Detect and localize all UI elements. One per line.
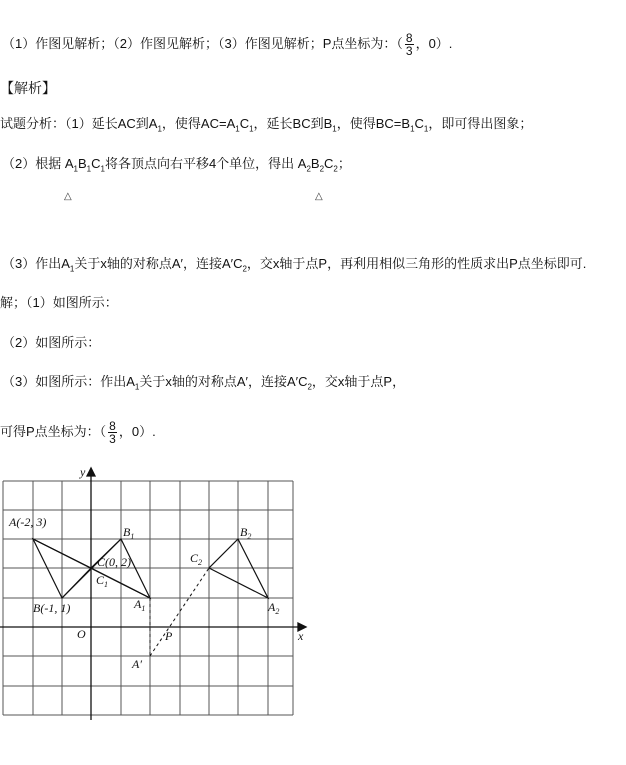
analysis-step-3-text-a: （3）作出A (2, 256, 70, 271)
solution-step-3 (2, 374, 405, 396)
analysis-step-3 (2, 256, 586, 278)
analysis-step-1-text-c: C (239, 116, 250, 131)
solution-fraction (108, 420, 117, 445)
point-c2-label: $C_2$ (190, 551, 203, 567)
analysis-step-2-text-e: B (310, 156, 320, 171)
subscript: 2 (319, 164, 325, 174)
y-axis-arrow (87, 468, 95, 476)
analysis-step-2-text-b: B (77, 156, 87, 171)
analysis-step-1-text-a: 试题分析：（1）延长AC到A (0, 116, 158, 131)
analysis-step-1-text-f: C (414, 116, 424, 131)
analysis-step-2-text-d: 将各顶点向右平移4个单位，得出 A (104, 156, 307, 171)
grid (3, 481, 293, 715)
answer-text-before: （1）作图见解析；（2）作图见解析；（3）作图见解析；P点坐标为：（ (2, 35, 403, 51)
analysis-step-2-text-c: C (91, 156, 101, 171)
point-p-label: P (165, 629, 173, 643)
analysis-step-1-text-b: ，使得AC=A (161, 116, 236, 131)
point-b-label: B(-1, 1) (33, 601, 71, 615)
analysis-step-3-text-b: 关于x轴的对称点A′，连接A′C (74, 256, 243, 271)
solution-fraction-denominator: 3 (109, 432, 116, 446)
subscript: 2 (242, 264, 247, 274)
point-b1-label: $B_1$ (123, 525, 135, 541)
solution-step-3-text-a: （3）如图所示：作出A (2, 374, 135, 389)
subscript: 1 (134, 382, 140, 392)
subscript: 1 (86, 164, 92, 174)
answer-fraction-numerator: 8 (405, 31, 413, 45)
answer-fraction-denominator: 3 (405, 44, 413, 58)
point-a1-label: $A_1$ (134, 597, 146, 613)
analysis-step-1-text-d: ，延长BC到B (253, 116, 333, 131)
subscript: 2 (306, 164, 311, 174)
origin-label: O (77, 627, 86, 641)
subscript: 1 (423, 124, 429, 134)
solution-result (0, 420, 156, 445)
analysis-step-2 (2, 156, 351, 178)
coordinate-figure (0, 462, 320, 762)
point-b2-label: $B_2$ (240, 525, 252, 541)
solution-step-3-text-b: 关于x轴的对称点A′，连接A′C (139, 374, 308, 389)
subscript: 1 (100, 164, 105, 174)
answer-fraction (405, 32, 414, 57)
solution-step-2: （2）如图所示： (2, 335, 101, 350)
analysis-step-1 (0, 116, 532, 138)
analysis-step-2-text-g: ； (337, 156, 351, 171)
analysis-step-3-text-c: ，交x轴于点P，再利用相似三角形的性质求出P点坐标即可. (246, 256, 587, 271)
analysis-step-1-text-e: ，使得BC=B (336, 116, 411, 131)
answer-line (2, 32, 452, 57)
solution-step-1: 解；（1）如图所示： (0, 295, 118, 310)
subscript: 1 (157, 124, 162, 134)
subscript: 1 (332, 124, 337, 134)
solution-result-text-before: 可得P点坐标为：（ (0, 423, 107, 439)
y-axis-label: y (80, 465, 86, 479)
subscript: 2 (307, 382, 312, 392)
triangle-symbol: △ (315, 191, 323, 202)
point-a2-label: $A_2$ (268, 600, 280, 616)
analysis-step-2-text-a: （2）根据 A (2, 156, 74, 171)
subscript: 1 (235, 124, 240, 134)
answer-text-after: ，0）. (415, 35, 453, 51)
subscript: 1 (249, 124, 254, 134)
solution-fraction-numerator: 8 (109, 419, 116, 433)
subscript: 2 (333, 164, 338, 174)
point-c-label: C(0, 2) (97, 555, 131, 569)
solution-step-3-text-c: ，交x轴于点P， (311, 374, 406, 389)
subscript: 1 (410, 124, 415, 134)
analysis-heading: 【解析】 (0, 80, 56, 96)
triangle-symbol: △ (64, 191, 72, 202)
x-axis-label: x (298, 629, 304, 643)
point-c1-label: $C_1$ (96, 573, 109, 589)
subscript: 1 (73, 164, 78, 174)
subscript: 1 (69, 264, 75, 274)
solution-result-text-after: ，0）. (118, 423, 156, 439)
point-aprime-label: A′ (132, 657, 142, 671)
analysis-step-1-text-g: ，即可得出图象； (428, 116, 533, 131)
analysis-step-2-text-f: C (324, 156, 334, 171)
point-a-label: A(-2, 3) (9, 515, 47, 529)
